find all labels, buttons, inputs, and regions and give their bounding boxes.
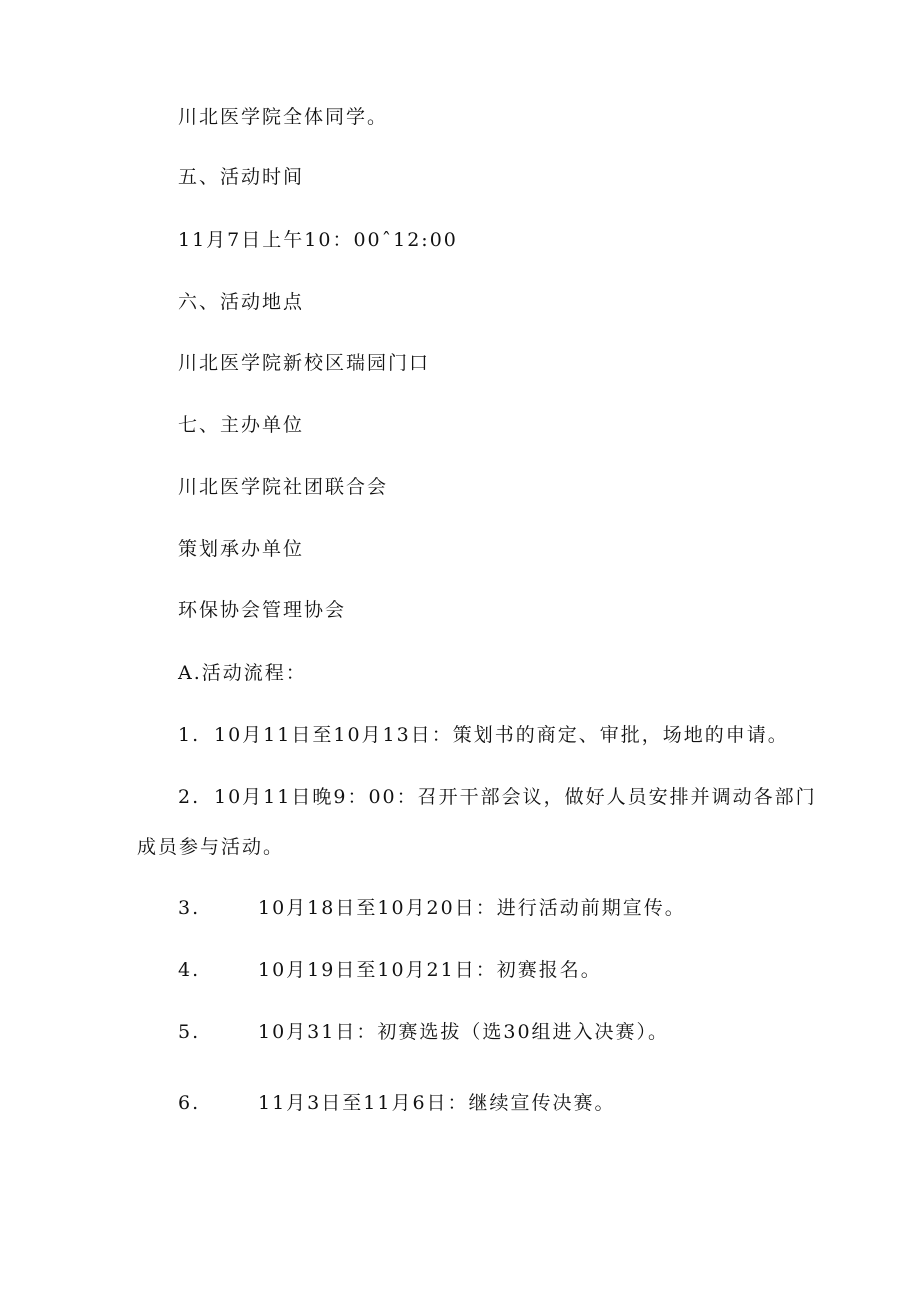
body-text: 环保协会管理协会 bbox=[178, 599, 347, 621]
list-item-text: 10月19日至10月21日：初赛报名。 bbox=[258, 959, 602, 981]
list-item bbox=[178, 1090, 616, 1116]
list-item bbox=[178, 957, 602, 983]
list-item-text: 10月11日至10月13日：策划书的商定、审批，场地的申请。 bbox=[214, 724, 789, 746]
section-heading: 五、活动时间 bbox=[178, 166, 305, 188]
list-item-number: 5. bbox=[178, 1021, 201, 1043]
body-text: 川北医学院新校区瑞园门口 bbox=[178, 352, 431, 374]
section-heading: A.活动流程： bbox=[178, 662, 307, 684]
list-item-text: 10月18日至10月20日：进行活动前期宣传。 bbox=[258, 897, 686, 919]
list-item-number: 6. bbox=[178, 1092, 201, 1114]
body-text: 川北医学院全体同学。 bbox=[178, 106, 389, 128]
body-text: 川北医学院社团联合会 bbox=[178, 476, 389, 498]
body-text: 策划承办单位 bbox=[178, 538, 305, 560]
list-item bbox=[178, 722, 789, 748]
list-item-text: 11月3日至11月6日：继续宣传决赛。 bbox=[258, 1092, 616, 1114]
list-item-number: 2. bbox=[178, 786, 201, 808]
list-item-number: 1. bbox=[178, 724, 201, 746]
list-item-text: 10月31日：初赛选拔（选30组进入决赛）。 bbox=[258, 1021, 670, 1043]
list-item-number: 4. bbox=[178, 959, 201, 981]
list-item bbox=[178, 1019, 669, 1045]
list-item bbox=[178, 784, 817, 810]
list-item-text: 10月11日晚9：00：召开干部会议，做好人员安排并调动各部门 bbox=[214, 786, 817, 808]
list-item bbox=[178, 895, 686, 921]
list-item-continuation: 成员参与活动。 bbox=[137, 836, 285, 858]
body-text: 11月7日上午10：00ˆ12:00 bbox=[178, 229, 458, 251]
section-heading: 六、活动地点 bbox=[178, 291, 305, 313]
section-heading: 七、主办单位 bbox=[178, 414, 305, 436]
list-item-number: 3. bbox=[178, 897, 201, 919]
